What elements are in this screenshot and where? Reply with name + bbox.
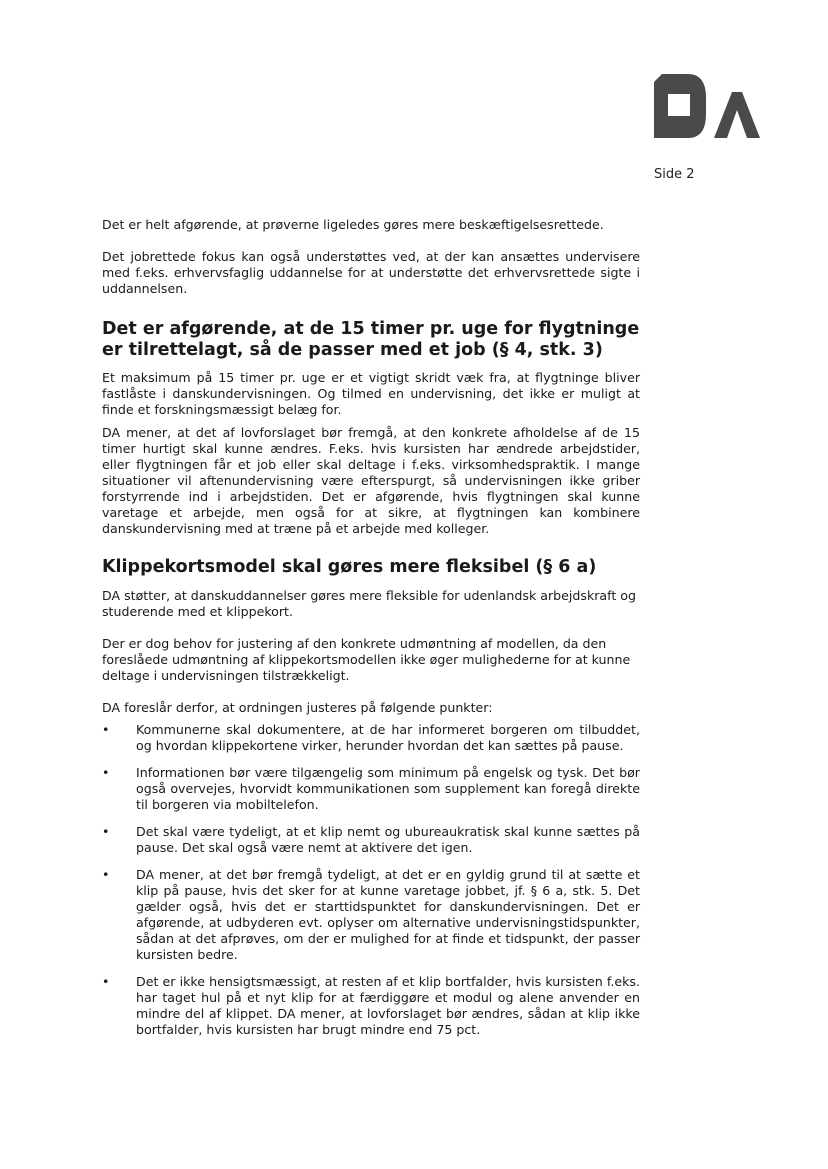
bullet-icon: • <box>102 722 110 737</box>
section1-paragraph-2: DA mener, at det af lovforslaget bør fremgå, at den konkrete afholdelse af de 15 timer hurtigt skal kunne ændres. F.eks. hvis kursisten har ændrede arbejdstider, eller flygtningen får et job eller skal deltage i f.eks. virksomhedspraktik. I mange situationer vil aftenundervisning være efterspurgt, så undervisningen ikke griber forstyrrende ind i arbejdstiden. Det er afgørende, hvis flygtningen skal kunne varetage et arbejde, men også for at sikre, at flygtningen kan kombinere danskundervisning med at træne på et arbejde med kolleger. <box>102 425 640 536</box>
list-item-text: Kommunerne skal dokumentere, at de har informeret borgeren om tilbuddet, og hvordan klippekortene virker, herunder hvordan det kan sættes på pause. <box>136 722 640 753</box>
page-number: Side 2 <box>654 167 695 182</box>
section-heading-klippekort: Klippekortsmodel skal gøres mere fleksibel (§ 6 a) <box>102 557 597 577</box>
list-item-text: Det er ikke hensigtsmæssigt, at resten af et klip bortfalder, hvis kursisten f.eks. har taget hul på et nyt klip for at færdiggøre et modul og alene anvender en mindre del af klippet. DA mener, at lovforslaget bør ændres, sådan at klip ikke bortfalder, hvis kursisten har brugt mindre end 75 pct. <box>136 974 640 1037</box>
bullet-icon: • <box>102 824 110 839</box>
intro-paragraph-2: Det jobrettede fokus kan også understøttes ved, at der kan ansættes undervisere med f.eks. erhvervsfaglig uddannelse for at understøtte det erhvervsrettede sigte i uddannelsen. <box>102 249 640 296</box>
list-item-text: DA mener, at det bør fremgå tydeligt, at det er en gyldig grund til at sætte et klip på pause, hvis det sker for at kunne varetage jobbet, jf. § 6 a, stk. 5. Det gælder også, hvis det er starttidspunktet for danskundervisningen. Det er afgørende, at udbyderen evt. oplyser om alternative undervisningstidspunkter, sådan at det afprøves, om der er mulighed for at finde et tidspunkt, der passer kursisten bedre. <box>136 867 640 962</box>
section1-paragraph-1: Et maksimum på 15 timer pr. uge er et vigtigt skridt væk fra, at flygtninge bliver fastlåste i danskundervisningen. Og tilmed en undervisning, det ikke er muligt at finde et forskningsmæssigt belæg for. <box>102 370 640 417</box>
bullet-icon: • <box>102 765 110 780</box>
section2-paragraph-3: DA foreslår derfor, at ordningen justeres på følgende punkter: <box>102 700 493 715</box>
section2-paragraph-2: Der er dog behov for justering af den konkrete udmøntning af modellen, da den foreslåede udmøntning af klippekortsmodellen ikke øger mulighederne for at kunne deltage i undervisningen tilstrækkeligt. <box>102 636 631 683</box>
proposal-list <box>102 722 640 1038</box>
intro-paragraph-1: Det er helt afgørende, at prøverne ligeledes gøres mere beskæftigelsesrettede. <box>102 217 604 232</box>
da-logo <box>654 74 762 138</box>
list-item <box>102 974 640 1038</box>
document-body <box>102 217 640 1049</box>
list-item-text: Informationen bør være tilgængelig som minimum på engelsk og tysk. Det bør også overvejes, hvorvidt kommunikationen som supplement kan foregå direkte til borgeren via mobiltelefon. <box>136 765 640 812</box>
section-heading-flygtninge: Det er afgørende, at de 15 timer pr. uge for flygtninge er tilrettelagt, så de passer med et job (§ 4, stk. 3) <box>102 319 640 360</box>
list-item <box>102 824 640 856</box>
list-item <box>102 867 640 963</box>
bullet-icon: • <box>102 974 110 989</box>
list-item <box>102 765 640 813</box>
bullet-icon: • <box>102 867 110 882</box>
list-item-text: Det skal være tydeligt, at et klip nemt og ubureaukratisk skal kunne sættes på pause. Det skal også være nemt at aktivere det igen. <box>136 824 640 855</box>
list-item <box>102 722 640 754</box>
section2-paragraph-1: DA støtter, at danskuddannelser gøres mere fleksible for udenlandsk arbejdskraft og studerende med et klippekort. <box>102 588 636 619</box>
